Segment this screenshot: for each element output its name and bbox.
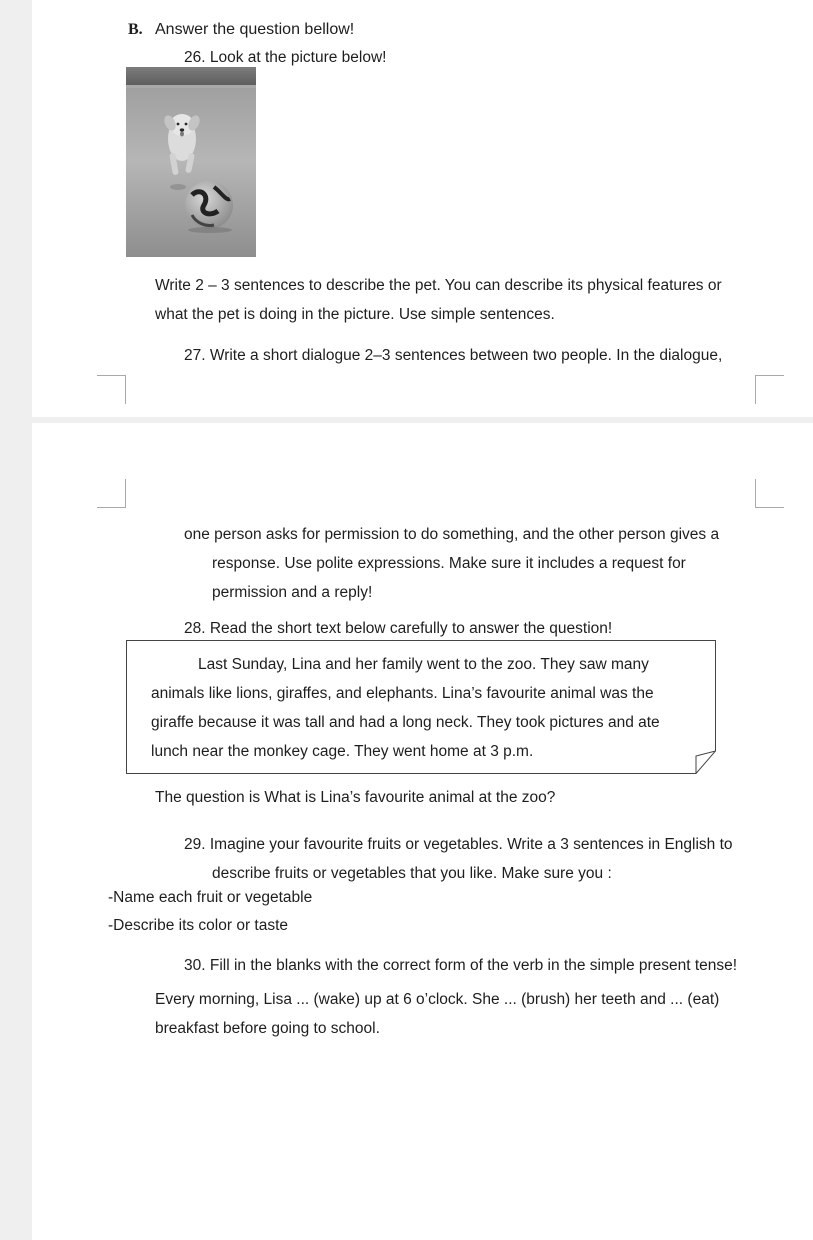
- q28-text-line: lunch near the monkey cage. They went home at 3 p.m.: [151, 743, 534, 760]
- q29-bullet: -Describe its color or taste: [108, 917, 289, 934]
- document-page-2: [32, 423, 813, 1240]
- page-corner-mark: [97, 479, 126, 508]
- q29-bullet: -Name each fruit or vegetable: [108, 889, 313, 906]
- page-corner-mark: [97, 375, 126, 404]
- q28-text-line: Last Sunday, Lina and her family went to the zoo. They saw many: [198, 656, 649, 673]
- q26-instructions-line2: what the pet is doing in the picture. Use simple sentences.: [155, 306, 555, 323]
- q26-instructions-line1: Write 2 – 3 sentences to describe the pet. You can describe its physical features or: [155, 277, 722, 294]
- q27-line4: permission and a reply!: [212, 584, 373, 601]
- section-letter: B.: [128, 21, 143, 38]
- q30-prompt: 30. Fill in the blanks with the correct form of the verb in the simple present tense!: [184, 957, 738, 974]
- q30-line2: breakfast before going to school.: [155, 1020, 380, 1037]
- dog-with-ball-photo: [126, 67, 256, 257]
- q28-question: The question is What is Lina’s favourite animal at the zoo?: [155, 789, 556, 806]
- q27-line2: one person asks for permission to do something, and the other person gives a: [184, 526, 720, 543]
- q29-line1: 29. Imagine your favourite fruits or vegetables. Write a 3 sentences in English to: [184, 836, 733, 853]
- page-corner-mark: [755, 375, 784, 404]
- page-corner-mark: [755, 479, 784, 508]
- q29-line2: describe fruits or vegetables that you like. Make sure you :: [212, 865, 612, 882]
- section-title: Answer the question bellow!: [155, 21, 355, 38]
- q30-line1: Every morning, Lisa ... (wake) up at 6 o’clock. She ... (brush) her teeth and ... (eat): [155, 991, 720, 1008]
- q27-line1: 27. Write a short dialogue 2–3 sentences between two people. In the dialogue,: [184, 347, 723, 364]
- q27-line3: response. Use polite expressions. Make sure it includes a request for: [212, 555, 686, 572]
- q26-prompt: 26. Look at the picture below!: [184, 49, 387, 66]
- q28-text-line: giraffe because it was tall and had a long neck. They took pictures and ate: [151, 714, 660, 731]
- q28-text-line: animals like lions, giraffes, and elephants. Lina’s favourite animal was the: [151, 685, 654, 702]
- q28-prompt: 28. Read the short text below carefully to answer the question!: [184, 620, 613, 637]
